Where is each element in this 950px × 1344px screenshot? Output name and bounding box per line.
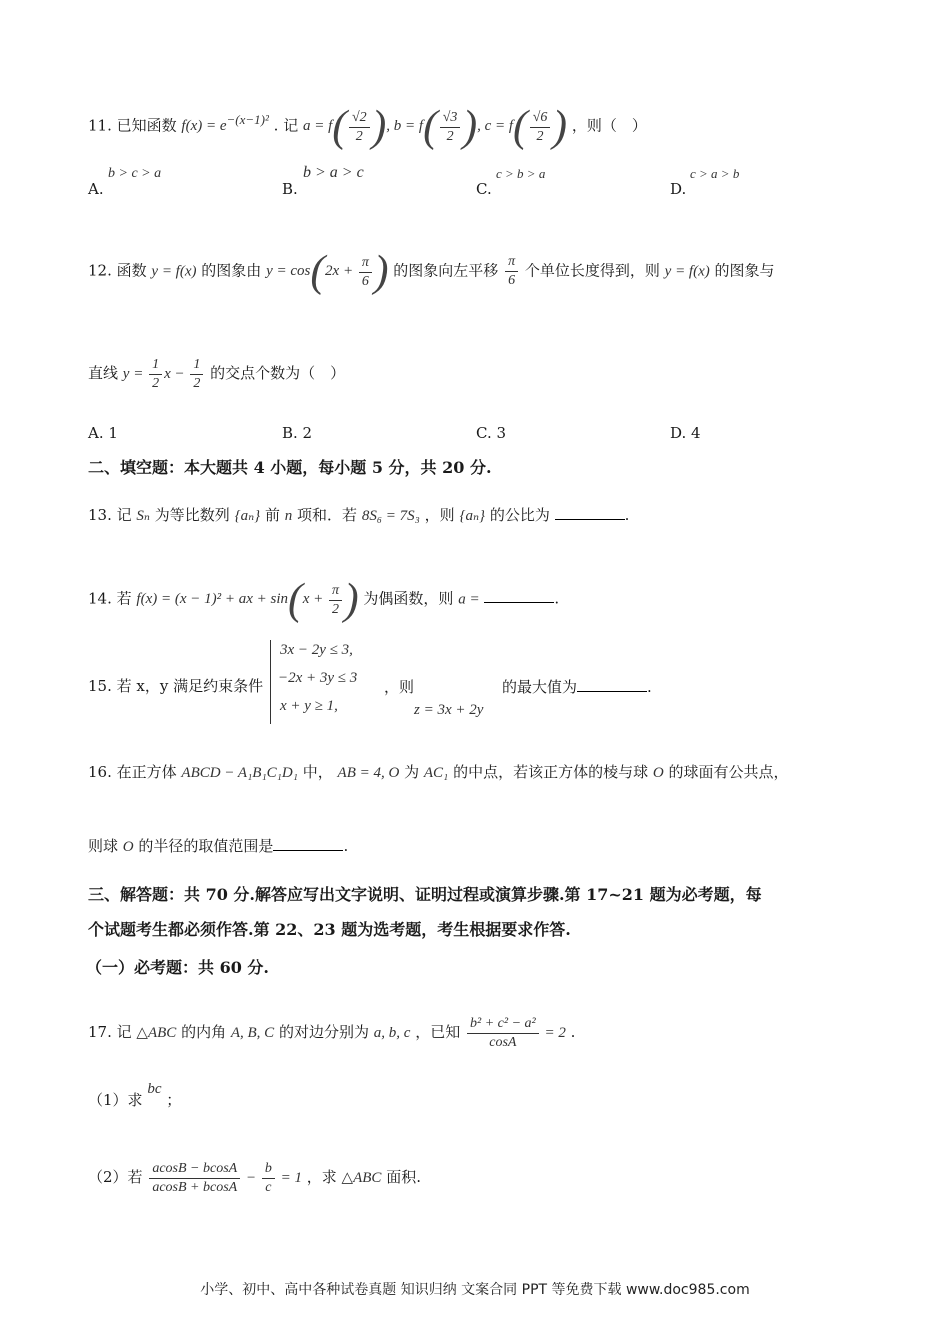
q16-l2b: 的半径的取值范围是 (138, 837, 274, 855)
q17-t1: 17. 记 (88, 1022, 132, 1041)
q16-t3: 为 (404, 763, 420, 781)
q16-t5: 的球面有公共点， (668, 763, 789, 781)
q14-t2: 为偶函数，则 (363, 589, 454, 608)
q11-tail: ，则（ ） (571, 116, 647, 135)
question-17 (88, 1015, 575, 1052)
q16-l2a: 则球 (88, 837, 119, 855)
q17-t3: 的对边分别为 (278, 1022, 369, 1041)
q11-intro: 11. 已知函数 (88, 116, 177, 135)
q11-option-c-expr: c > b > a (496, 166, 546, 181)
q13-t4: 项和．若 (297, 506, 358, 524)
q15-c2: −2x + 3y ≤ 3 (278, 670, 358, 686)
q13-m5: {aₙ} (459, 508, 486, 524)
q12-p2: 的图象由 (201, 261, 262, 280)
q11-option-c[interactable]: C. (476, 180, 492, 198)
question-13 (88, 505, 629, 526)
q12-option-d[interactable]: D. 4 (670, 424, 701, 442)
q15-c1: 3x − 2y ≤ 3, (280, 642, 353, 658)
q12-l2b: 的交点个数为（ ） (210, 363, 346, 382)
q16-m4: O (652, 765, 664, 781)
q12-p5: 的图象与 (714, 261, 775, 280)
q11-option-d[interactable]: D. (670, 180, 687, 198)
q17-p2a: （2）若 (88, 1167, 143, 1186)
section-3-subheading: （一）必考题：共 60 分. (86, 958, 269, 977)
q17-t4: ，已知 (415, 1022, 461, 1041)
q12-option-b[interactable]: B. 2 (282, 424, 313, 442)
q11-option-a[interactable]: A. (88, 180, 104, 198)
q14-answer-blank[interactable] (484, 588, 554, 603)
question-17-part2 (88, 1160, 421, 1197)
q13-t5: ，则 (424, 506, 455, 524)
q13-end: . (624, 506, 630, 524)
q11-function: $f(x) = e^{-(x-1)^2}$ (181, 112, 269, 135)
question-16 (88, 762, 789, 783)
q15-t1: 15. 若 x，y 满足约束条件 (88, 677, 264, 695)
q12-m3: $\frac{\pi}{6}$ (505, 253, 518, 290)
q16-answer-blank[interactable] (273, 836, 343, 851)
q16-m3: AC₁ (423, 765, 449, 781)
q15-brace (270, 640, 277, 724)
q11-option-a-expr: b > c > a (108, 166, 162, 181)
q15-answer-blank[interactable] (577, 677, 647, 692)
q13-t1: 13. 记 (88, 506, 132, 524)
q12-p3: 的图象向左平移 (393, 261, 499, 280)
question-12 (88, 247, 775, 296)
q14-function: f(x) = (x − 1)² + ax + sin(x + $\frac{\pi}{2}$ ) (136, 575, 359, 624)
q13-m3: n (284, 508, 293, 524)
q15-tail (502, 676, 652, 697)
q15-end: . (647, 678, 652, 696)
q17-p2b: ，求 (306, 1167, 337, 1186)
q17-p2c: 面积. (386, 1167, 421, 1186)
q13-m4: 8S₆ = 7S₃ (361, 508, 420, 524)
q17-p1a: （1）求 (88, 1091, 143, 1109)
q16-l2m: O (122, 839, 134, 855)
q13-m1: Sₙ (136, 508, 150, 524)
q15-t3: 的最大值为 (502, 678, 578, 696)
q12-l2a: 直线 (88, 363, 119, 382)
question-12-line2 (88, 356, 345, 393)
section-3-heading: 三、解答题：共 70 分.解答应写出文字说明、证明过程或演算步骤.第 17~21 题为必考题，每 (88, 885, 762, 904)
q12-m2: y = cos(2x + $\frac{\pi}{6}$ ) (266, 247, 389, 296)
q11-defs: a = f( $\frac{√2}{2}$ ), b = f( $\frac{√3}{2}$ ), c = f( $\frac{√6}{2}$ ) (303, 102, 568, 151)
q17-p2m2: △ABC (341, 1169, 382, 1186)
question-17-part1 (88, 1081, 182, 1111)
q17-p1b: ； (166, 1091, 182, 1109)
q16-m2: AB = 4, O (337, 765, 400, 781)
q17-t2: 的内角 (181, 1022, 227, 1041)
q14-t1: 14. 若 (88, 589, 132, 608)
q12-m4: y = f(x) (664, 263, 710, 280)
question-16-line2 (88, 836, 348, 857)
q12-p4: 个单位长度得到，则 (524, 261, 660, 280)
q13-t3: 前 (264, 506, 280, 524)
section-3-heading-line2: 个试题考生都必须作答.第 22、23 题为选考题，考生根据要求作答. (88, 920, 571, 939)
q15-c3: x + y ≥ 1, (280, 698, 338, 714)
question-11 (88, 102, 647, 151)
q15-t2: ，则 (384, 678, 415, 696)
q13-t2: 为等比数列 (154, 506, 230, 524)
q17-m3: a, b, c (373, 1024, 411, 1041)
q16-t1: 16. 在正方体 (88, 763, 177, 781)
q16-t2: 中， (302, 763, 333, 781)
q15-objective: z = 3x + 2y (414, 702, 484, 718)
q17-p2-condition: $\frac{acosB - bcosA}{acosB + bcosA}$ − $\frac{b}{c}$ = 1 (147, 1170, 302, 1186)
q17-end: . (570, 1022, 576, 1041)
q11-option-b-expr: b > a > c (303, 164, 364, 181)
q12-p1: 12. 函数 (88, 261, 147, 280)
q16-end: . (343, 837, 349, 855)
q17-condition: $\frac{\text{b² + c² − a²}}{\cos A}$ = 2 (465, 1025, 566, 1041)
q12-m1: y = f(x) (151, 263, 197, 280)
q17-m1: △ABC (136, 1024, 177, 1041)
q14-m2: a = (458, 591, 480, 608)
section-2-heading: 二、填空题：本大题共 4 小题，每小题 5 分，共 20 分. (88, 458, 492, 477)
q12-line: y = $\frac{1}{2}$ x − $\frac{1}{2}$ (123, 366, 206, 382)
q11-option-b[interactable]: B. (282, 180, 298, 198)
q11-mid: . 记 (273, 116, 299, 135)
q14-end: . (554, 589, 560, 608)
q17-p1m: bc (147, 1081, 162, 1097)
q11-option-d-expr: c > a > b (690, 166, 740, 181)
q12-option-c[interactable]: C. 3 (476, 424, 507, 442)
q13-t6: 的公比为 (489, 506, 550, 524)
question-14 (88, 575, 560, 624)
q16-m1: ABCD − A₁B₁C₁D₁ (181, 765, 298, 781)
q12-option-a[interactable]: A. 1 (88, 424, 118, 442)
question-15 (88, 676, 263, 696)
q17-m2: A, B, C (230, 1024, 275, 1041)
q13-answer-blank[interactable] (555, 505, 625, 520)
page-footer: 小学、初中、高中各种试卷真题 知识归纳 文案合同 PPT 等免费下载 www.doc985.com (200, 1282, 750, 1298)
q13-m2: {aₙ} (234, 508, 261, 524)
q16-t4: 的中点，若该正方体的棱与球 (453, 763, 649, 781)
